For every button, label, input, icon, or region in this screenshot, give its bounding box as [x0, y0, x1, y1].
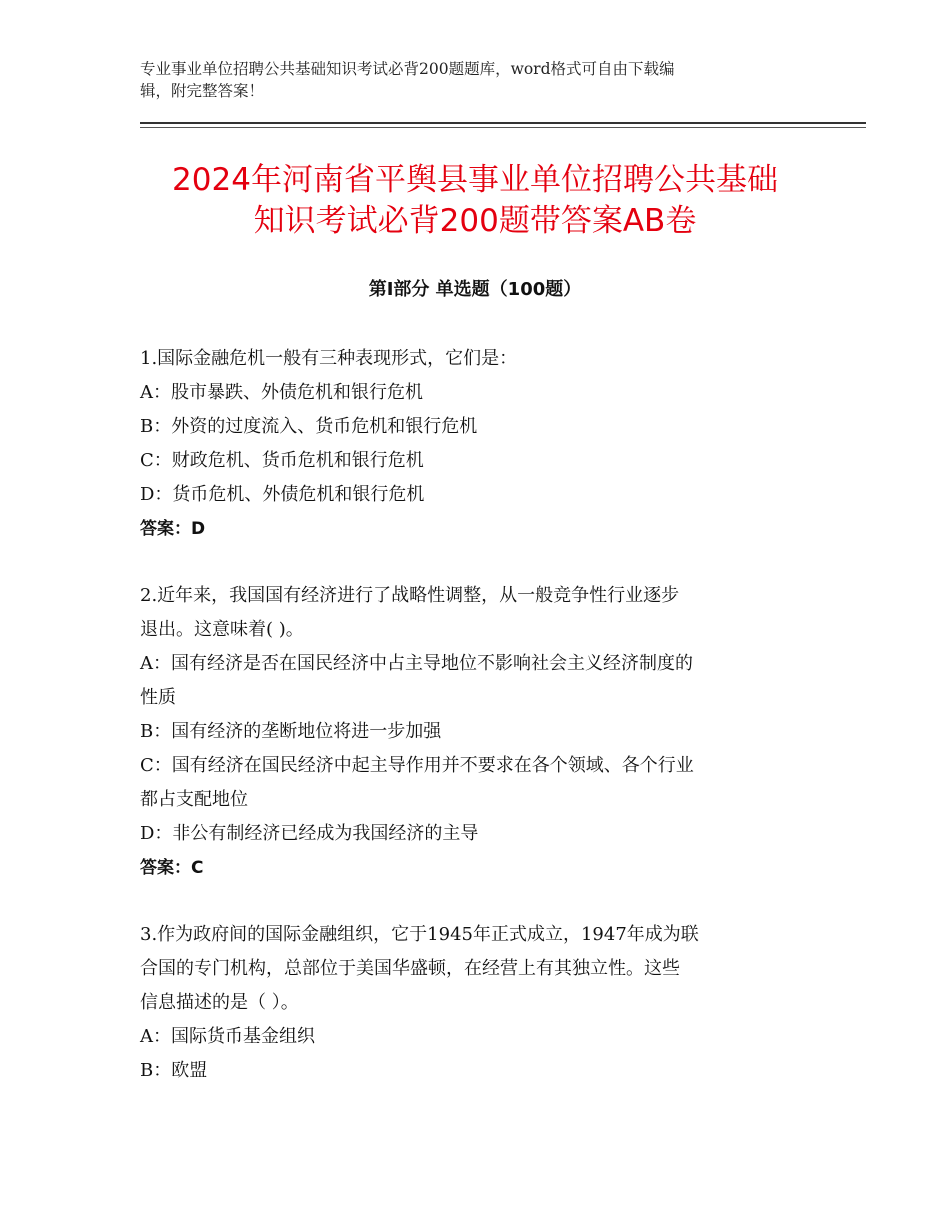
option-D-line: D：货币危机、外债危机和银行危机 [140, 484, 425, 505]
header-note-line-1: 专业事业单位招聘公共基础知识考试必背200题题库，word格式可自由下载编 [140, 60, 675, 78]
question-2 [140, 579, 812, 885]
option-B-line: B：外资的过度流入、货币危机和银行危机 [140, 416, 478, 437]
question-stem-line: 退出。这意味着( )。 [140, 619, 304, 640]
option-C-line: C：国有经济在国民经济中起主导作用并不要求在各个领域、各个行业 [140, 755, 694, 776]
question-stem-line: 1.国际金融危机一般有三种表现形式，它们是： [140, 348, 518, 369]
question-stem-line: 信息描述的是（ ）。 [140, 992, 299, 1013]
question-list [140, 342, 812, 1121]
option-A-line: 性质 [140, 687, 176, 708]
document-title [120, 160, 830, 242]
option-C-line: 都占支配地位 [140, 789, 248, 810]
option-A-line: A：国有经济是否在国民经济中占主导地位不影响社会主义经济制度的 [140, 653, 693, 674]
option-A-line: A：国际货币基金组织 [140, 1026, 315, 1047]
header-rule-thin [140, 127, 866, 128]
option-B-line: B：欧盟 [140, 1060, 208, 1081]
option-D-line: D：非公有制经济已经成为我国经济的主导 [140, 823, 479, 844]
title-line-2: 知识考试必背200题带答案AB卷 [253, 203, 697, 239]
section-heading: 第Ⅰ部分 单选题（100题） [368, 279, 582, 300]
option-A-line: A：股市暴跌、外债危机和银行危机 [140, 382, 423, 403]
header-note-line-2: 辑，附完整答案！ [140, 82, 265, 100]
answer-label: 答案：C [140, 858, 204, 878]
title-line-1: 2024年河南省平舆县事业单位招聘公共基础 [172, 162, 778, 198]
option-C-line: C：财政危机、货币危机和银行危机 [140, 450, 424, 471]
question-stem-line: 3.作为政府间的国际金融组织，它于1945年正式成立，1947年成为联 [140, 924, 699, 945]
option-B-line: B：国有经济的垄断地位将进一步加强 [140, 721, 442, 742]
header-note [140, 58, 800, 102]
header-rule-thick [140, 122, 866, 124]
question-stem-line: 合国的专门机构，总部位于美国华盛顿，在经营上有其独立性。这些 [140, 958, 680, 979]
question-stem-line: 2.近年来，我国国有经济进行了战略性调整，从一般竞争性行业逐步 [140, 585, 680, 606]
question-1 [140, 342, 812, 546]
answer-label: 答案：D [140, 519, 206, 539]
question-3 [140, 918, 812, 1088]
